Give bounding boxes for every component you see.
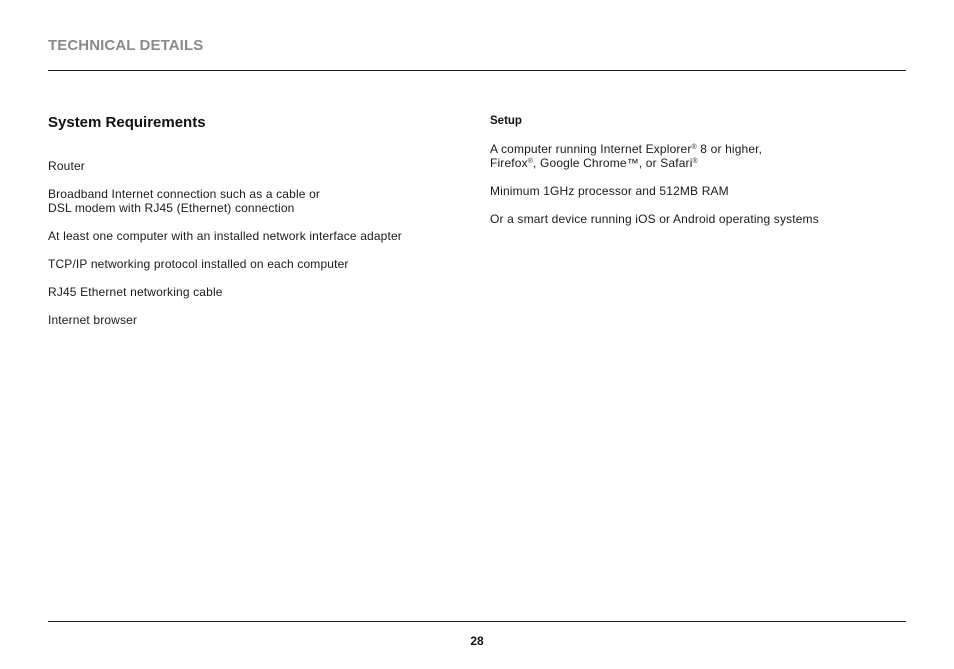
list-item-text: DSL modem with RJ45 (Ethernet) connection bbox=[48, 201, 295, 215]
header-divider bbox=[48, 70, 906, 71]
list-item-text: At least one computer with an installed network interface adapter bbox=[48, 229, 402, 243]
trademark-mark: ™ bbox=[626, 156, 639, 170]
list-item bbox=[48, 229, 468, 243]
list-item bbox=[490, 142, 890, 170]
text-segment: Firefox bbox=[490, 156, 528, 170]
list-item bbox=[48, 313, 468, 327]
list-item bbox=[48, 257, 468, 271]
list-item-text: Internet browser bbox=[48, 313, 138, 327]
page-number: 28 bbox=[470, 634, 484, 648]
registered-mark: ® bbox=[691, 144, 697, 151]
setup-column bbox=[490, 114, 890, 240]
setup-list bbox=[490, 142, 890, 226]
list-item bbox=[48, 187, 468, 215]
list-item-text: Broadband Internet connection such as a cable or bbox=[48, 187, 321, 201]
list-item bbox=[48, 285, 468, 299]
browser-line-1 bbox=[490, 142, 890, 156]
registered-mark: ® bbox=[527, 158, 534, 165]
system-requirements-list bbox=[48, 159, 468, 327]
list-item-text: TCP/IP networking protocol installed on each computer bbox=[48, 257, 349, 271]
text-segment: , Google Chrome bbox=[533, 156, 627, 170]
page-section-title: TECHNICAL DETAILS bbox=[48, 37, 204, 54]
list-item bbox=[490, 184, 890, 198]
browser-line-2 bbox=[490, 156, 890, 170]
text-segment: A computer running Internet Explorer bbox=[490, 142, 692, 156]
list-item-text: Or a smart device running iOS or Android operating systems bbox=[490, 212, 819, 226]
list-item bbox=[490, 212, 890, 226]
footer-divider bbox=[48, 621, 906, 622]
system-requirements-column bbox=[48, 114, 468, 341]
list-item-text: Minimum 1GHz processor and 512MB RAM bbox=[490, 184, 729, 198]
registered-mark: ® bbox=[692, 158, 698, 165]
list-item bbox=[48, 159, 468, 173]
setup-heading: Setup bbox=[490, 115, 522, 127]
list-item-text: RJ45 Ethernet networking cable bbox=[48, 285, 223, 299]
text-segment: 8 or higher, bbox=[696, 142, 763, 156]
list-item-text: Router bbox=[48, 159, 85, 173]
system-requirements-heading: System Requirements bbox=[48, 114, 206, 131]
text-segment: , or Safari bbox=[638, 156, 693, 170]
